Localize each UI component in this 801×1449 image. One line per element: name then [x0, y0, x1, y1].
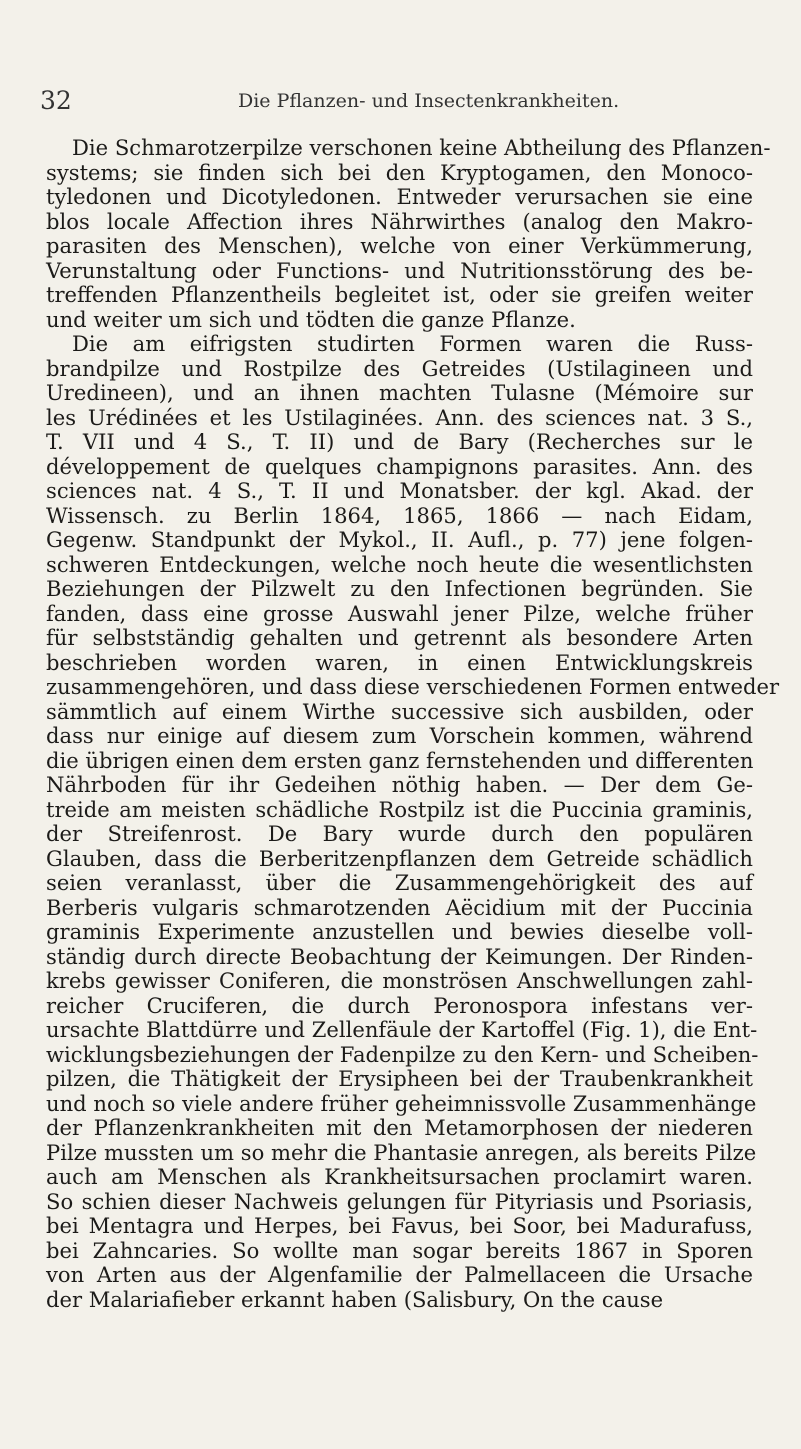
text-line: graminis Experimente anzustellen und bewies dieselbe voll-	[46, 919, 753, 944]
text-line: beschrieben worden waren, in einen Entwicklungskreis	[46, 649, 753, 675]
text-line: Glauben, dass die Berberitzenpflanzen dem Getreide schädlich	[46, 845, 753, 871]
text-line: systems; sie finden sich bei den Kryptogamen, den Monoco-	[46, 159, 753, 185]
text-line: schweren Entdeckungen, welche noch heute die wesentlichsten	[46, 551, 753, 577]
text-line: für selbstständig gehalten und getrennt als besondere Arten	[46, 625, 753, 650]
text-line: der Streifenrost. De Bary wurde durch den populären	[46, 821, 753, 846]
text-line: parasiten des Menschen), welche von einer Verkümmerung,	[46, 233, 753, 258]
text-line: zusammengehören, und dass diese verschiedenen Formen entweder	[46, 674, 780, 699]
text-line: ständig durch directe Beobachtung der Keimungen. Der Rinden-	[46, 943, 753, 969]
text-line: So schien dieser Nachweis gelungen für Pityriasis und Psoriasis,	[46, 1188, 753, 1214]
text-line: und noch so viele andere früher geheimnissvolle Zusammenhänge	[46, 1090, 757, 1116]
page-header	[40, 86, 761, 120]
text-line: treffenden Pflanzentheils begleitet ist, oder sie greifen weiter	[46, 282, 753, 307]
text-line: pilzen, die Thätigkeit der Erysipheen bei der Traubenkrankheit	[46, 1066, 753, 1091]
text-line: auch am Menschen als Krankheitsursachen proclamirt waren.	[46, 1164, 753, 1189]
text-line: Gegenw. Standpunkt der Mykol., II. Aufl., p. 77) jene folgen-	[46, 527, 753, 552]
text-line: fanden, dass eine grosse Auswahl jener Pilze, welche früher	[46, 600, 753, 626]
text-line: reicher Cruciferen, die durch Peronospora infestans ver-	[46, 992, 753, 1018]
paragraph	[46, 135, 771, 332]
text-line: der Malariafieber erkannt haben (Salisbury, On the cause	[46, 1286, 664, 1312]
text-line: und weiter um sich und tödten die ganze Pflanze.	[46, 306, 576, 332]
text-line: die übrigen einen dem ersten ganz fernstehenden und differenten	[46, 747, 754, 773]
text-line: dass nur einige auf diesem zum Vorschein kommen, während	[46, 723, 753, 748]
text-line: treide am meisten schädliche Rostpilz ist die Puccinia graminis,	[46, 796, 753, 822]
text-line: Berberis vulgaris schmarotzenden Aëcidium mit der Puccinia	[46, 894, 753, 920]
text-line: bei Zahncaries. So wollte man sogar bereits 1867 in Sporen	[46, 1237, 753, 1263]
text-line: blos locale Affection ihres Nährwirthes (analog den Makro-	[46, 208, 753, 234]
text-line: brandpilze und Rostpilze des Getreides (Ustilagineen und	[46, 355, 753, 381]
text-line: wicklungsbeziehungen der Fadenpilze zu den Kern- und Scheiben-	[46, 1041, 759, 1067]
text-line: tyledonen und Dicotyledonen. Entweder verursachen sie eine	[46, 184, 753, 209]
text-line: Verunstaltung oder Functions- und Nutritionsstörung des be-	[46, 257, 753, 283]
body-text	[46, 135, 780, 1312]
text-line: Die am eifrigsten studirten Formen waren die Russ-	[72, 331, 753, 356]
text-line: Uredineen), und an ihnen machten Tulasne (Mémoire sur	[46, 380, 753, 405]
text-line: Beziehungen der Pilzwelt zu den Infectionen begründen. Sie	[46, 576, 753, 601]
text-line: der Pflanzenkrankheiten mit den Metamorphosen der niederen	[46, 1115, 753, 1140]
text-line: bei Mentagra und Herpes, bei Favus, bei Soor, bei Madurafuss,	[46, 1213, 753, 1238]
text-line: Wissensch. zu Berlin 1864, 1865, 1866 — nach Eidam,	[46, 502, 753, 528]
running-head: Die Pflanzen- und Insectenkrankheiten.	[238, 90, 620, 112]
text-line: sämmtlich auf einem Wirthe successive sich ausbilden, oder	[46, 698, 753, 724]
text-line: T. VII und 4 S., T. II) und de Bary (Recherches sur le	[46, 429, 753, 454]
text-line: Pilze mussten um so mehr die Phantasie anregen, als bereits Pilze	[46, 1139, 757, 1165]
text-line: Nährboden für ihr Gedeihen nöthig haben. — Der dem Ge-	[46, 772, 753, 797]
text-line: ursachte Blattdürre und Zellenfäule der Kartoffel (Fig. 1), die Ent-	[46, 1017, 758, 1042]
text-line: krebs gewisser Coniferen, die monströsen Anschwellungen zahl-	[46, 968, 753, 993]
text-line: von Arten aus der Algenfamilie der Palmellaceen die Ursache	[46, 1262, 753, 1287]
text-line: Die Schmarotzerpilze verschonen keine Abtheilung des Pflanzen-	[72, 135, 771, 160]
text-line: les Urédinées et les Ustilaginées. Ann. des sciences nat. 3 S.,	[46, 404, 753, 430]
text-line: développement de quelques champignons parasites. Ann. des	[46, 453, 753, 479]
text-line: sciences nat. 4 S., T. II und Monatsber. der kgl. Akad. der	[46, 478, 753, 503]
paragraph	[46, 331, 780, 1312]
page-number: 32	[40, 86, 72, 115]
text-line: seien veranlasst, über die Zusammengehörigkeit des auf	[46, 870, 753, 895]
